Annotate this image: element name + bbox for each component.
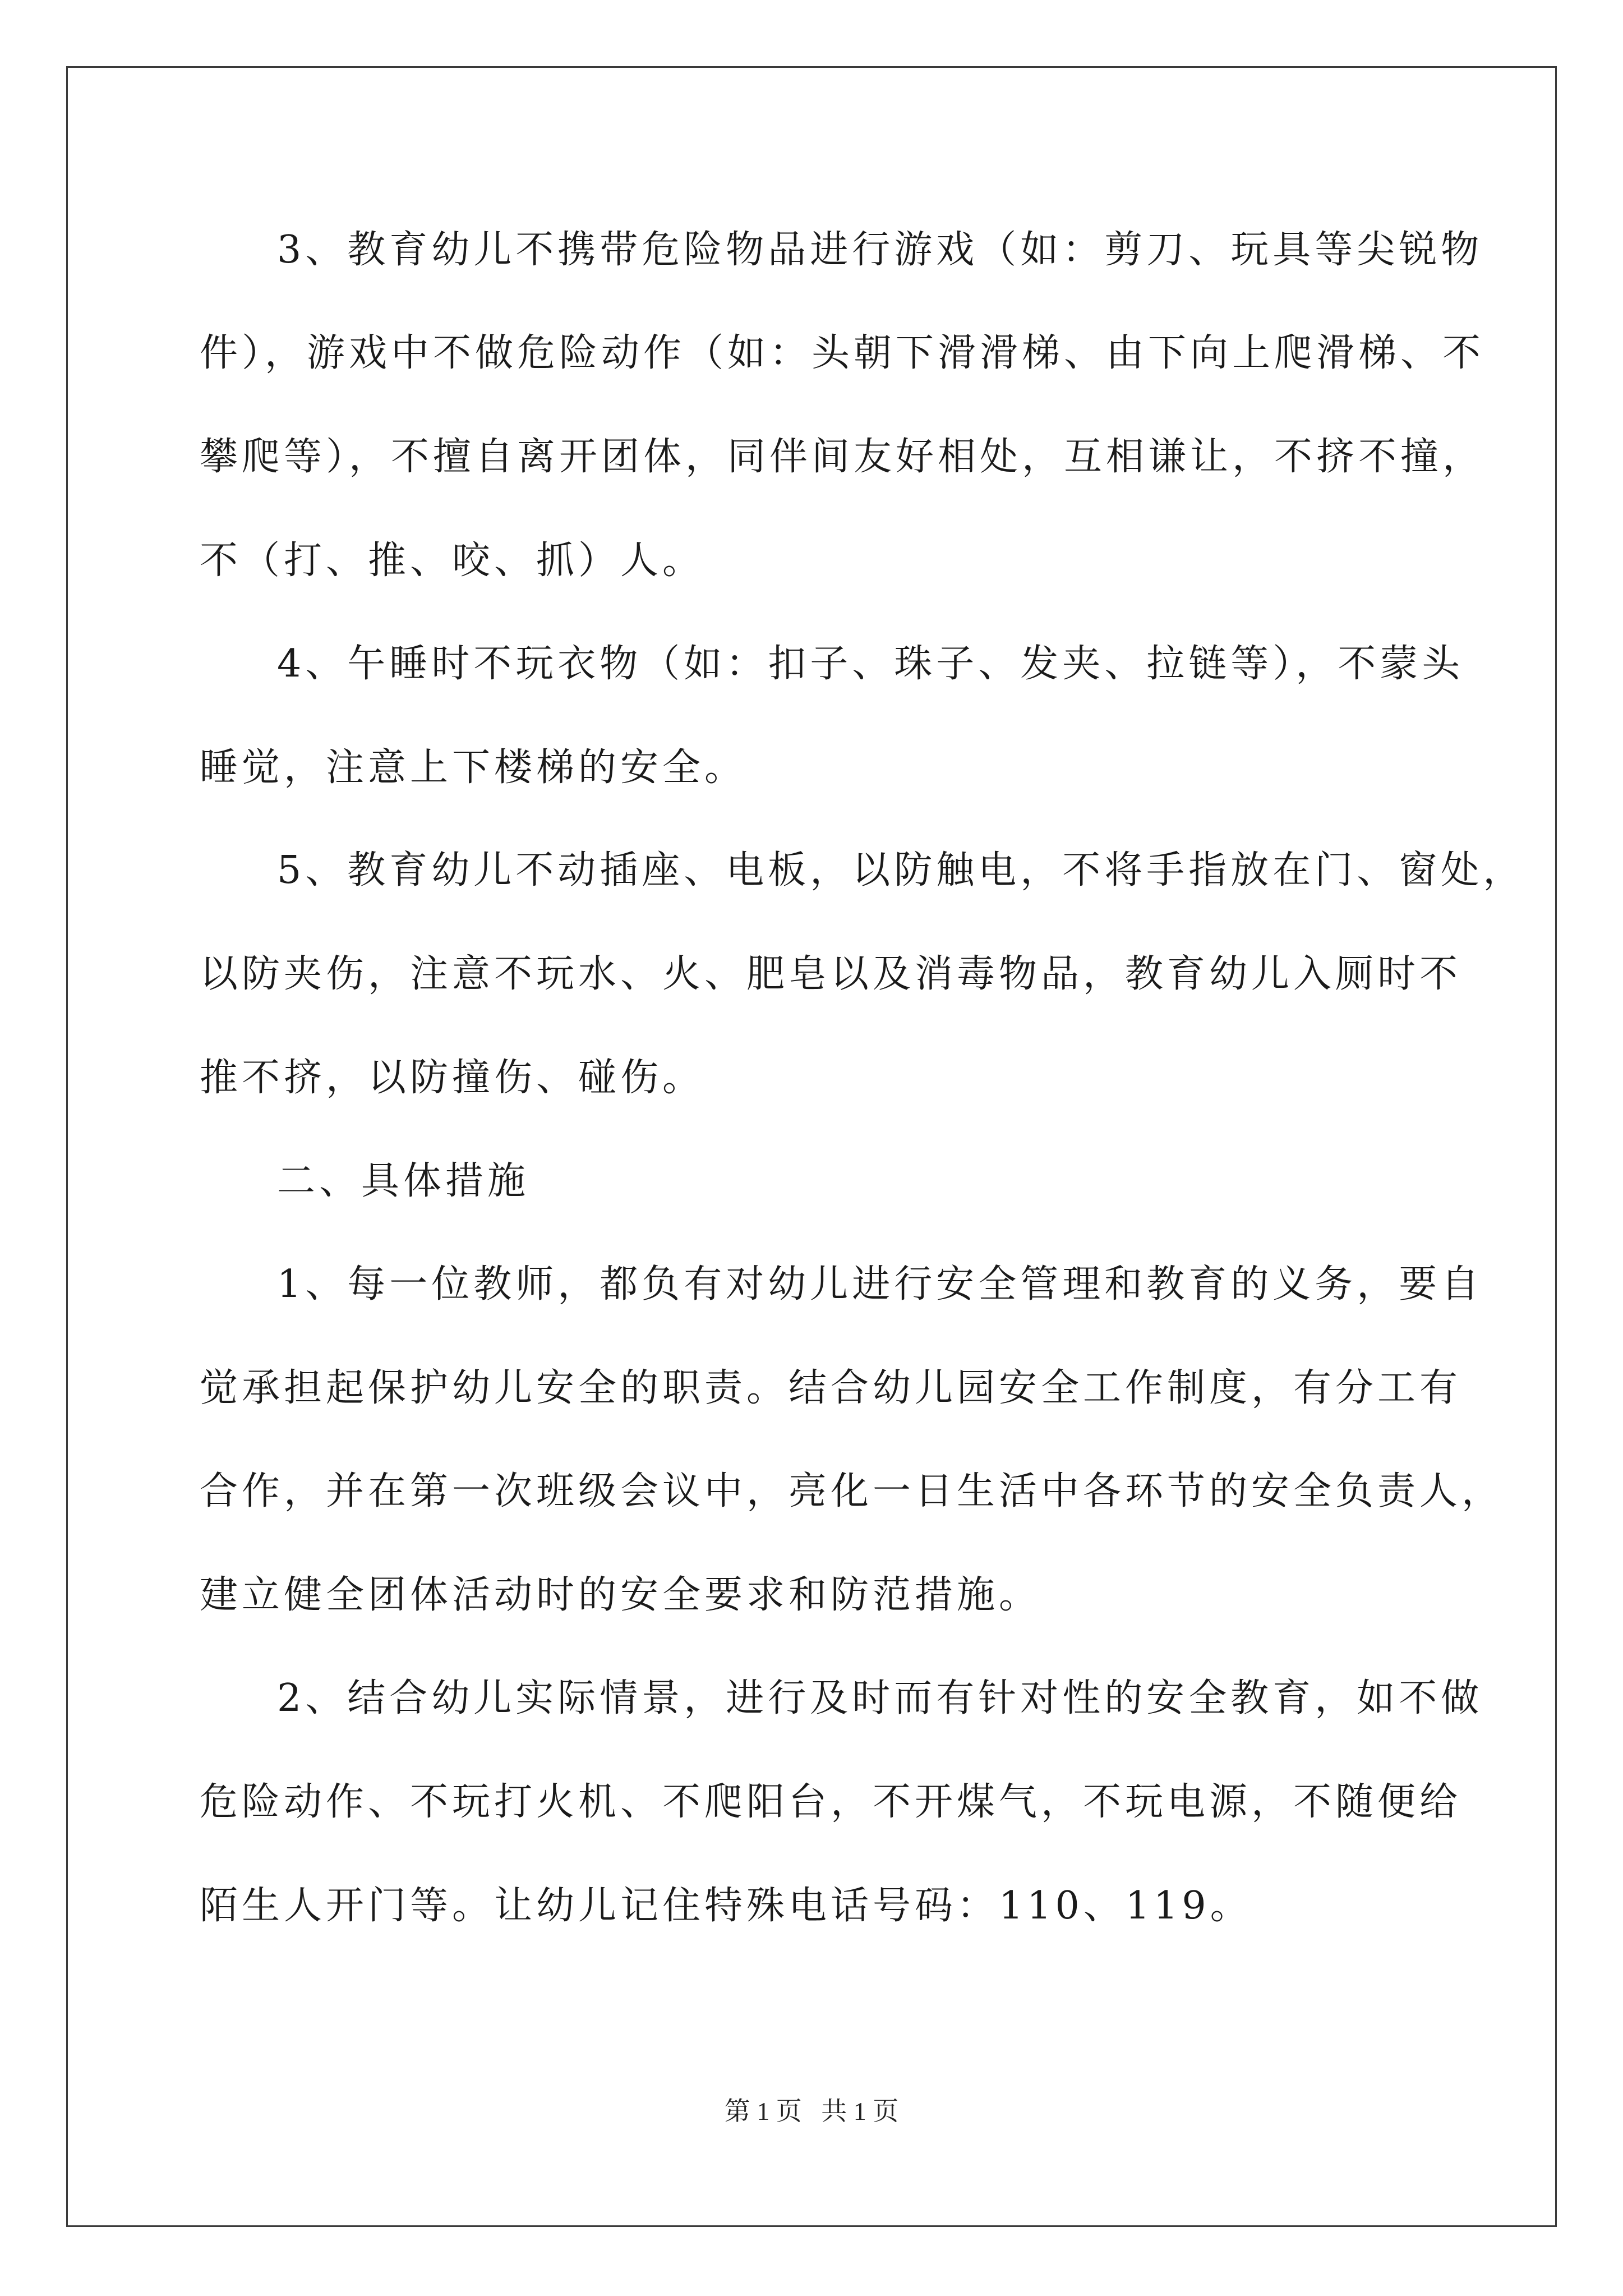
paragraph-line: 陌生人开门等。让幼儿记住特殊电话号码：110、119。	[200, 1884, 1252, 1928]
paragraph-line: 觉承担起保护幼儿安全的职责。结合幼儿园安全工作制度，有分工有	[200, 1366, 1462, 1410]
paragraph-line: 合作，并在第一次班级会议中，亮化一日生活中各环节的安全负责人，	[200, 1469, 1504, 1513]
paragraph-line: 3、教育幼儿不携带危险物品进行游戏（如：剪刀、玩具等尖锐物	[277, 228, 1483, 272]
paragraph-line: 睡觉，注意上下楼梯的安全。	[200, 746, 747, 790]
paragraph-line: 以防夹伤，注意不玩水、火、肥皂以及消毒物品，教育幼儿入厕时不	[200, 952, 1462, 996]
paragraph-line: 件），游戏中不做危险动作（如：头朝下滑滑梯、由下向上爬滑梯、不	[200, 331, 1485, 375]
paragraph-line: 建立健全团体活动时的安全要求和防范措施。	[200, 1573, 1041, 1617]
paragraph-line: 危险动作、不玩打火机、不爬阳台，不开煤气，不玩电源，不随便给	[200, 1780, 1462, 1824]
paragraph-line: 2、结合幼儿实际情景，进行及时而有针对性的安全教育，如不做	[277, 1676, 1483, 1720]
paragraph-line: 不（打、推、咬、抓）人。	[200, 539, 705, 583]
paragraph-line: 5、教育幼儿不动插座、电板，以防触电，不将手指放在门、窗处，	[277, 848, 1525, 892]
paragraph-line: 1、每一位教师，都负有对幼儿进行安全管理和教育的义务，要自	[277, 1262, 1483, 1306]
paragraph-line: 推不挤，以防撞伤、碰伤。	[200, 1056, 705, 1100]
paragraph-line: 攀爬等），不擅自离开团体，同伴间友好相处，互相谦让，不挤不撞，	[200, 435, 1485, 479]
section-heading: 二、具体措施	[277, 1159, 530, 1203]
page-footer: 第 1 页 共 1 页	[724, 2097, 899, 2125]
paragraph-line: 4、午睡时不玩衣物（如：扣子、珠子、发夹、拉链等），不蒙头	[277, 642, 1464, 686]
